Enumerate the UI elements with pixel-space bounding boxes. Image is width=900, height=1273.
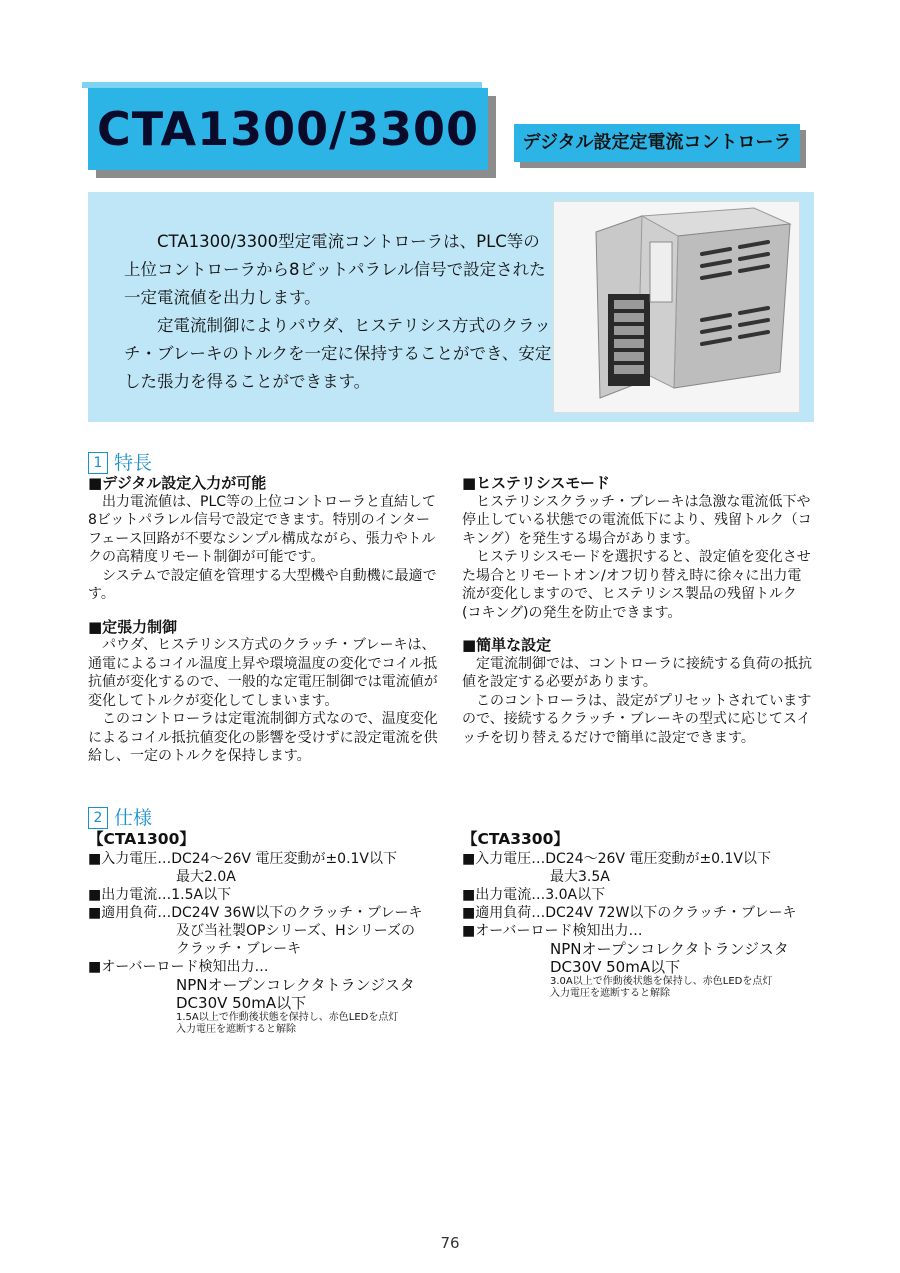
feature-paragraph: このコントローラは、設定がプリセットされていますので、接続するクラッチ・ブレーキの型式に応じてスイッチを切り替えるだけで簡単に設定できます。 [462, 692, 812, 746]
spec-note: 入力電圧を遮断すると解除 [176, 1024, 296, 1035]
page-number: 76 [440, 1234, 460, 1252]
spec-input-voltage: ■入力電圧…DC24～26V 電圧変動が±0.1V以下 [88, 851, 398, 867]
feature-block [462, 636, 814, 747]
feature-block [88, 474, 438, 604]
feature-heading: ■定張力制御 [88, 617, 178, 636]
feature-paragraph: 出力電流値は、PLC等の上位コントローラと直結して8ビットパラレル信号で設定できます。特別のインターフェース回路が不要なシンプル構成ながら、張力やトルクの高精度リモート制御が可能です。 [88, 493, 437, 565]
section-number: 1 [88, 452, 108, 474]
spec-load-line3: クラッチ・ブレーキ [176, 941, 302, 957]
subtitle-banner [514, 124, 800, 162]
feature-paragraph: ヒステリシスモードを選択すると、設定値を変化させた場合とリモートオン/オフ切り替え時に徐々に出力電流が変化しますので、ヒステリシス製品の残留トルク(コキング)の発生を防止できます。 [462, 549, 811, 621]
features-title: 特長 [114, 452, 153, 474]
feature-paragraph: 定電流制御では、コントローラに接続する負荷の抵抗値を設定する必要があります。 [462, 655, 812, 690]
spec-output-current: ■出力電流…1.5A以下 [88, 887, 232, 903]
section-number: 2 [88, 807, 108, 829]
spec-overload: ■オーバーロード検知出力… [88, 959, 269, 975]
spec-load-line2: 及び当社製OPシリーズ、Hシリーズの [176, 923, 416, 939]
spec-input-max: 最大3.5A [550, 869, 610, 885]
spec-load: ■適用負荷…DC24V 72W以下のクラッチ・ブレーキ [462, 905, 797, 921]
feature-heading: ■デジタル設定入力が可能 [88, 474, 267, 492]
spec-input-voltage: ■入力電圧…DC24～26V 電圧変動が±0.1V以下 [462, 851, 772, 867]
spec-overload-type: NPNオープンコレクタトランジスタ [176, 976, 415, 994]
features-left-column [88, 474, 438, 780]
spec-load: ■適用負荷…DC24V 36W以下のクラッチ・ブレーキ [88, 905, 423, 921]
specs-heading [88, 803, 152, 830]
feature-paragraph: パウダ、ヒステリシス方式のクラッチ・ブレーキは、通電によるコイル温度上昇や環境温度の変化でコイル抵抗値が変化するので、一般的な定電圧制御では電流値が変化してトルクが変化してしまいます。 [88, 637, 438, 709]
product-photo [553, 201, 800, 413]
intro-text [124, 228, 554, 396]
spec-output-current: ■出力電流…3.0A以下 [462, 887, 606, 903]
spec-cta1300 [88, 830, 448, 1036]
feature-paragraph: ヒステリシスクラッチ・ブレーキは急激な電流低下や停止している状態での電流低下により、残留トルク（コキング）を発生する場合があります。 [462, 493, 812, 547]
spec-overload-rating: DC30V 50mA以下 [176, 994, 307, 1012]
spec-heading: 【CTA3300】 [462, 830, 569, 848]
spec-cta3300 [462, 830, 822, 1000]
features-right-column [462, 474, 814, 761]
spec-overload-type: NPNオープンコレクタトランジスタ [550, 940, 789, 958]
spec-input-max: 最大2.0A [176, 869, 236, 885]
intro-paragraph-1: CTA1300/3300型定電流コントローラは、PLC等の上位コントローラから8ビットパラレル信号で設定された一定電流値を出力します。 [124, 232, 546, 307]
feature-block [462, 474, 814, 622]
specs-title: 仕様 [114, 807, 153, 829]
title-banner [88, 88, 488, 170]
feature-heading: ■簡単な設定 [462, 636, 552, 654]
spec-overload: ■オーバーロード検知出力… [462, 923, 643, 939]
spec-note: 入力電圧を遮断すると解除 [550, 988, 670, 999]
feature-block [88, 618, 438, 766]
spec-overload-rating: DC30V 50mA以下 [550, 958, 681, 976]
feature-heading: ■ヒステリシスモード [462, 474, 610, 492]
page-subtitle: デジタル設定定電流コントローラ [522, 132, 792, 153]
feature-paragraph: システムで設定値を管理する大型機や自動機に最適です。 [88, 567, 437, 602]
features-heading [88, 448, 152, 475]
feature-paragraph: このコントローラは定電流制御方式なので、温度変化によるコイル抵抗値変化の影響を受けずに設定電流を供給し、一定のトルクを保持します。 [88, 711, 438, 764]
spec-note: 3.0A以上で作動後状態を保持し、赤色LEDを点灯 [550, 976, 773, 987]
spec-heading: 【CTA1300】 [88, 830, 195, 848]
spec-note: 1.5A以上で作動後状態を保持し、赤色LEDを点灯 [176, 1012, 399, 1023]
intro-paragraph-2: 定電流制御によりパウダ、ヒステリシス方式のクラッチ・ブレーキのトルクを一定に保持することができ、安定した張力を得ることができます。 [124, 316, 552, 391]
page-title: CTA1300/3300 [96, 102, 480, 156]
